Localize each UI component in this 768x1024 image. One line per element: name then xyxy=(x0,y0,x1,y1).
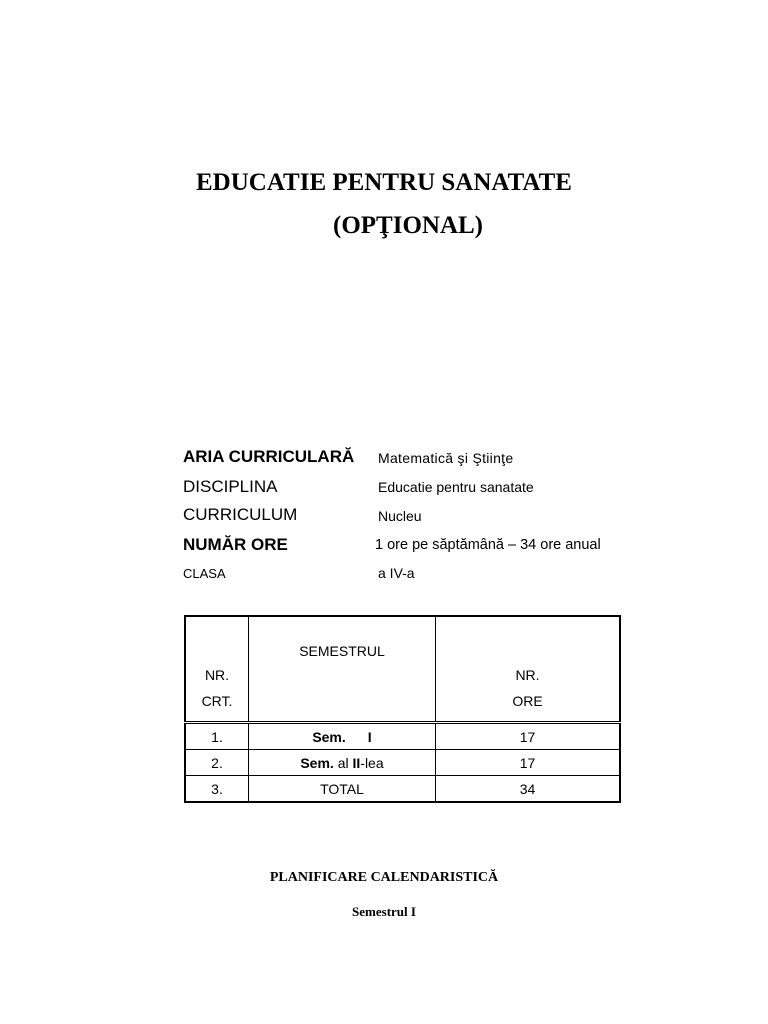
info-value-numar-ore: 1 ore pe săptămână – 34 ore anual xyxy=(375,537,601,553)
info-value-disciplina: Educatie pentru sanatate xyxy=(378,479,534,495)
info-label-disciplina: DISCIPLINA xyxy=(183,477,278,496)
header-nr-crt xyxy=(185,616,249,723)
document-title: EDUCATIE PENTRU SANATATE xyxy=(196,169,572,196)
info-value-clasa: a IV-a xyxy=(378,565,415,581)
table-header-row xyxy=(185,616,620,723)
row-sem-suffix: -lea xyxy=(360,754,384,771)
info-label-numar-ore: NUMĂR ORE xyxy=(183,535,288,554)
row-sem-label: Sem. xyxy=(312,728,346,745)
info-label-curriculum: CURRICULUM xyxy=(183,505,298,524)
planificare-subtitle: Semestrul I xyxy=(352,904,416,919)
info-value-curriculum: Nucleu xyxy=(378,508,422,524)
row-sem-number: I xyxy=(367,728,372,745)
row-nr: 3. xyxy=(185,776,249,803)
header-ore-nr-label: NR. xyxy=(515,667,540,683)
header-nr-ore xyxy=(436,616,621,723)
planificare-title: PLANIFICARE CALENDARISTICĂ xyxy=(269,870,499,885)
info-value-aria: Matematică şi Ştiinţe xyxy=(378,450,514,466)
row-ore: 17 xyxy=(436,723,621,750)
row-total-label: TOTAL xyxy=(249,776,436,803)
document-subtitle: (OPŢIONAL) xyxy=(333,212,483,239)
row-sem-label: Sem. xyxy=(300,754,334,771)
row-sem-connector: al xyxy=(333,754,353,771)
row-ore: 34 xyxy=(436,776,621,803)
row-semestru xyxy=(249,723,436,750)
table-row xyxy=(185,723,620,750)
header-ore-label: ORE xyxy=(512,693,543,709)
row-ore: 17 xyxy=(436,750,621,776)
row-nr: 1. xyxy=(185,723,249,750)
row-sem-number: II xyxy=(352,754,361,771)
table-row xyxy=(185,750,620,776)
table-row-total xyxy=(185,776,620,803)
row-nr: 2. xyxy=(185,750,249,776)
header-semestrul: SEMESTRUL xyxy=(249,616,436,723)
header-nr-label: NR. xyxy=(204,667,230,683)
info-label-aria: ARIA CURRICULARĂ xyxy=(183,447,355,466)
row-semestru xyxy=(249,750,436,776)
header-crt-label: CRT. xyxy=(201,693,233,709)
info-label-clasa: CLASA xyxy=(183,566,226,581)
hours-table xyxy=(184,615,621,803)
